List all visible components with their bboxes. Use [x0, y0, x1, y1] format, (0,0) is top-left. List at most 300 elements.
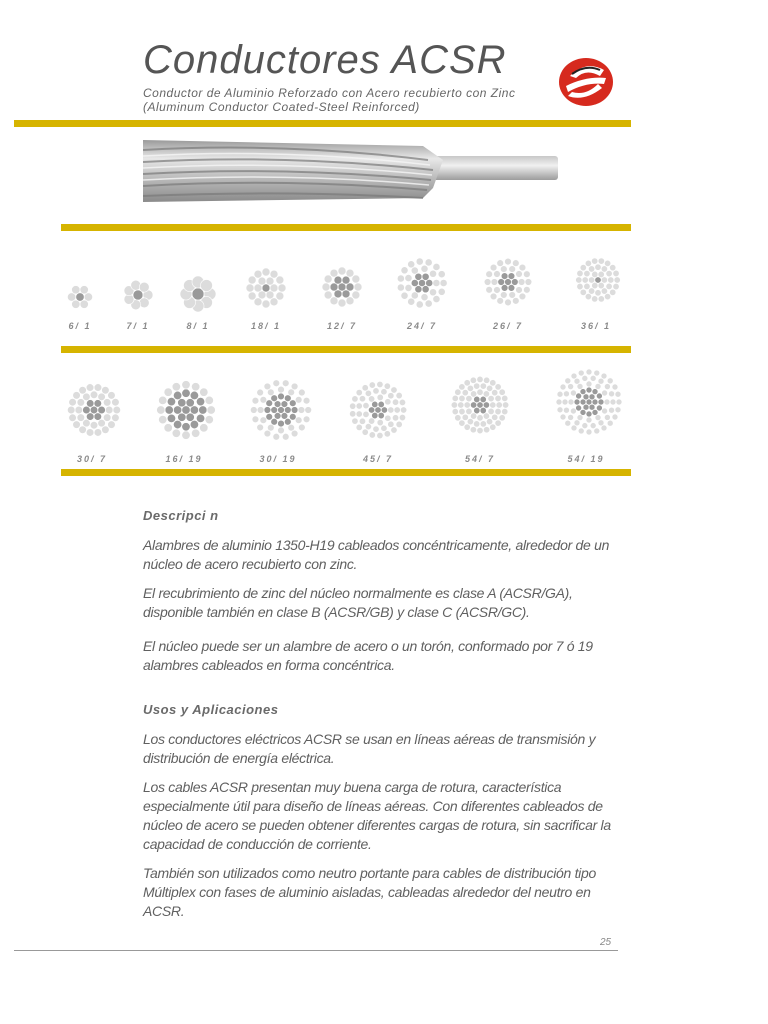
strand-wire — [582, 375, 588, 381]
strand-wire — [69, 398, 77, 406]
strand-wire — [464, 380, 470, 386]
strand-wire — [399, 399, 405, 405]
uses-heading: Usos y Aplicaciones — [143, 702, 279, 717]
strand-wire — [260, 396, 267, 403]
strand-wire — [585, 260, 591, 266]
strand-wire — [590, 423, 596, 429]
stranding-label: 30/ 7 — [76, 454, 108, 464]
strand-wire — [568, 414, 574, 420]
strand-wire — [359, 418, 365, 424]
strand-wire — [346, 269, 354, 277]
strand-wire — [159, 415, 167, 423]
strand-wire — [113, 406, 121, 414]
strand-wire — [103, 414, 111, 422]
strand-wire — [182, 381, 190, 389]
strand-wire — [349, 403, 355, 409]
strand-wire — [190, 406, 198, 414]
strand-wire — [512, 297, 519, 304]
strand-wire — [86, 384, 94, 392]
strand-wire — [76, 293, 84, 301]
strand-wire — [196, 414, 204, 422]
strand-wire — [586, 417, 592, 423]
strand-wire — [601, 373, 607, 379]
strand-wire — [77, 399, 85, 407]
strand-wire — [186, 399, 194, 407]
strand-wire — [252, 416, 259, 423]
description-paragraph-1: Alambres de aluminio 1350-H19 cableados concéntricamente, alrededor de un núcleo de acero recubierto con zinc. — [143, 537, 610, 572]
stranding-label: 16/ 19 — [165, 454, 203, 464]
strand-wire — [433, 263, 440, 270]
strand-wire — [494, 287, 501, 294]
strand-wire — [276, 292, 284, 300]
strand-wire — [248, 292, 256, 300]
strand-wire — [278, 386, 285, 393]
uses-paragraph-3: También son utilizados como neutro portante para cables de distribución tipo Múltiplex con fases de aluminio aisladas, cableadas alrededor del neutro en ACSR. — [143, 865, 596, 919]
strand-wire — [278, 284, 286, 292]
strand-wire — [490, 264, 497, 271]
strand-wire — [614, 277, 620, 283]
subtitle — [143, 86, 515, 114]
strand-wire — [613, 283, 619, 289]
strand-wire — [563, 391, 569, 397]
strand-wire — [470, 427, 476, 433]
footer-rule — [14, 950, 618, 951]
strand-wire — [270, 298, 278, 306]
strand-wire — [199, 406, 207, 414]
subtitle-spanish: Conductor de Aluminio Reforzado con Acero recubierto con Zinc — [143, 86, 516, 100]
strand-wire — [200, 280, 212, 292]
strand-wire — [429, 270, 436, 277]
strand-wire — [568, 399, 574, 405]
strand-wire — [173, 391, 181, 399]
strand-wire — [523, 271, 530, 278]
stranding-label: 30/ 19 — [259, 454, 297, 464]
strand-wire — [338, 267, 346, 275]
strand-wire — [303, 397, 310, 404]
strand-wire — [182, 431, 190, 439]
strand-wire — [278, 420, 285, 427]
strand-wire — [94, 384, 102, 392]
strand-wire — [563, 407, 569, 413]
page-number: 25 — [600, 937, 612, 948]
company-logo-icon — [556, 56, 616, 108]
strand-wire — [613, 270, 619, 276]
strand-wire — [270, 270, 278, 278]
stranding-label: 12/ 7 — [326, 321, 358, 331]
stranding-label: 8/ 1 — [186, 321, 210, 331]
stranding-diagram — [67, 286, 92, 309]
strand-wire — [584, 283, 590, 289]
strand-wire — [388, 393, 394, 399]
strand-wire — [582, 423, 588, 429]
stranding-label: 54/ 19 — [567, 454, 605, 464]
strand-wire — [523, 286, 530, 293]
strand-wire — [598, 296, 604, 302]
strand-wire — [381, 425, 387, 431]
strand-wire — [324, 291, 332, 299]
strand-wire — [385, 415, 391, 421]
strand-wire — [565, 378, 571, 384]
strand-wire — [369, 382, 375, 388]
strand-wire — [421, 294, 428, 301]
strand-wire — [459, 395, 465, 401]
strand-wire — [416, 258, 423, 265]
strand-wire — [338, 299, 346, 307]
strand-wire — [298, 389, 305, 396]
strand-wire — [167, 414, 175, 422]
strand-wire — [438, 271, 445, 278]
strand-wire — [433, 295, 440, 302]
cable-illustration — [143, 138, 563, 208]
strand-wire — [604, 399, 610, 405]
strand-wire — [373, 388, 379, 394]
strand-wire — [586, 411, 592, 417]
stranding-diagram — [157, 381, 216, 440]
strand-wire — [79, 426, 87, 434]
strand-wire — [606, 270, 612, 276]
strand-wire — [496, 402, 502, 408]
strand-wire — [112, 414, 120, 422]
strand-wire — [560, 384, 566, 390]
strand-wire — [363, 402, 369, 408]
strand-wire — [291, 430, 298, 437]
strand-wire — [278, 427, 285, 434]
strand-wire — [608, 277, 614, 283]
strand-wire — [257, 407, 264, 414]
strand-wire — [207, 406, 215, 414]
strand-wire — [490, 402, 496, 408]
strand-wire — [565, 420, 571, 426]
strand-wire — [602, 390, 608, 396]
stranding-diagram — [180, 276, 216, 312]
strand-wire — [577, 270, 583, 276]
description-heading: Descripci n — [143, 508, 219, 523]
strand-wire — [139, 282, 149, 292]
stranding-diagram — [349, 381, 406, 438]
strand-wire — [400, 407, 406, 413]
subtitle-english: (Aluminum Conductor Coated-Steel Reinforced) — [143, 100, 420, 114]
strand-wire — [282, 433, 289, 440]
strand-wire — [392, 399, 398, 405]
strand-wire — [190, 391, 198, 399]
divider-rule-2 — [61, 346, 631, 353]
stranding-label: 24/ 7 — [406, 321, 438, 331]
strand-wire — [190, 420, 198, 428]
strand-wire — [616, 399, 622, 405]
strand-wire — [601, 425, 607, 431]
header-rule — [14, 120, 631, 127]
uses-paragraph-1: Los conductores eléctricos ACSR se usan en líneas aéreas de transmisión y distribución de energía eléctrica. — [143, 731, 596, 766]
strand-wire — [378, 412, 384, 418]
strand-wire — [84, 293, 92, 301]
strand-wire — [79, 386, 87, 394]
strand-wire — [610, 289, 616, 295]
strand-wire — [246, 284, 254, 292]
strand-wire — [264, 383, 271, 390]
strand-wire — [490, 380, 496, 386]
strand-wire — [298, 407, 305, 414]
strand-wire — [359, 396, 365, 402]
strand-wire — [586, 387, 592, 393]
divider-rule-1 — [61, 224, 631, 231]
strand-wire — [519, 264, 526, 271]
strand-wire — [578, 428, 584, 434]
strand-wire — [580, 289, 586, 295]
strand-wire — [182, 423, 190, 431]
strand-wire — [594, 428, 600, 434]
strand-wire — [94, 429, 102, 437]
stranding-diagram — [67, 384, 120, 437]
strand-wire — [352, 418, 358, 424]
stranding-diagrams-row-2 — [0, 356, 768, 456]
strand-wire — [72, 300, 80, 308]
strand-wire — [612, 414, 618, 420]
strand-wire — [586, 381, 592, 387]
strand-wire — [497, 297, 504, 304]
strand-wire — [172, 383, 180, 391]
strand-wire — [108, 392, 116, 400]
strand-wire — [377, 381, 383, 387]
uses-paragraph-2: Los cables ACSR presentan muy buena carga de rotura, característica especialmente útil para diseño de líneas aéreas. Con diferentes cableados de núcleo de acero se pueden obtener diferentes cargas de rotura, sin sacrificar la capacidad de conducción de corriente. — [143, 779, 611, 852]
strand-wire — [495, 395, 501, 401]
strand-wire — [477, 376, 483, 382]
strand-wire — [159, 396, 167, 404]
strand-wire — [178, 413, 186, 421]
strand-wire — [352, 291, 360, 299]
strand-wire — [303, 416, 310, 423]
strand-wire — [598, 258, 604, 264]
strand-wire — [356, 424, 362, 430]
strand-wire — [273, 433, 280, 440]
stranding-diagram — [246, 268, 286, 308]
strand-wire — [491, 279, 498, 286]
strand-wire — [438, 288, 445, 295]
strand-wire — [167, 397, 175, 405]
stranding-label: 18/ 1 — [250, 321, 282, 331]
strand-wire — [425, 259, 432, 266]
strand-wire — [577, 283, 583, 289]
stranding-diagram — [451, 376, 509, 434]
strand-wire — [67, 293, 75, 301]
strand-wire — [408, 261, 415, 268]
strand-wire — [298, 424, 305, 431]
strand-wire — [466, 408, 472, 414]
strand-wire — [595, 290, 601, 296]
strand-wire — [392, 415, 398, 421]
strand-wire — [509, 292, 516, 299]
strand-wire — [73, 392, 81, 400]
strand-wire — [260, 417, 267, 424]
strand-wire — [574, 399, 580, 405]
strand-wire — [205, 415, 213, 423]
strand-wire — [391, 427, 397, 433]
strand-wire — [568, 384, 574, 390]
strand-wire — [80, 286, 88, 294]
strand-wire — [458, 402, 464, 408]
strand-wire — [502, 408, 508, 414]
strand-wire — [191, 383, 199, 391]
strand-wire — [505, 258, 512, 265]
strand-wire — [257, 424, 264, 431]
strand-wire — [164, 388, 172, 396]
strand-wire — [105, 406, 113, 414]
strand-wire — [77, 414, 85, 422]
strand-wire — [609, 391, 615, 397]
strand-wire — [102, 386, 110, 394]
strand-wire — [516, 287, 523, 294]
description-paragraph-2: El recubrimiento de zinc del núcleo normalmente es clase A (ACSR/GA), disponible también en clase B (ACSR/GB) y clase C (ACSR/GC). — [143, 585, 573, 620]
stranding-label: 7/ 1 — [126, 321, 150, 331]
strand-wire — [324, 275, 332, 283]
strand-wire — [305, 407, 312, 414]
strand-wire — [90, 391, 98, 399]
strand-wire — [591, 258, 597, 264]
strand-wire — [459, 408, 465, 414]
strand-wire — [173, 406, 181, 414]
strand-wire — [604, 260, 610, 266]
strand-wire — [612, 384, 618, 390]
strand-wire — [399, 414, 405, 420]
strand-wire — [604, 293, 610, 299]
strand-wire — [295, 417, 302, 424]
strand-wire — [594, 370, 600, 376]
strand-wire — [257, 389, 264, 396]
strand-wire — [473, 421, 479, 427]
description-paragraph-3: El núcleo puede ser un alambre de acero o un torón, conformado por 7 ó 19 alambres cableados en forma concéntrica. — [143, 638, 593, 673]
strand-wire — [480, 421, 486, 427]
strand-wire — [388, 407, 394, 413]
strand-wire — [488, 395, 494, 401]
stranding-diagram — [397, 258, 447, 308]
strand-wire — [346, 297, 354, 305]
page-title: Conductores ACSR — [143, 38, 507, 82]
strand-wire — [609, 407, 615, 413]
strand-wire — [405, 274, 412, 281]
strand-wire — [330, 269, 338, 277]
strand-wire — [604, 414, 610, 420]
strand-wire — [362, 429, 368, 435]
strand-wire — [455, 415, 461, 421]
strand-wire — [396, 421, 402, 427]
strand-wire — [495, 420, 501, 426]
strand-wire — [254, 270, 262, 278]
strand-wire — [492, 414, 498, 420]
strand-wire — [500, 292, 507, 299]
strand-wire — [405, 284, 412, 291]
strand-wire — [72, 286, 80, 294]
strand-wire — [585, 293, 591, 299]
strand-wire — [508, 273, 515, 280]
strand-wire — [451, 402, 457, 408]
strand-wire — [103, 399, 111, 407]
divider-rule-3 — [61, 469, 631, 476]
strand-wire — [248, 276, 256, 284]
strand-wire — [452, 395, 458, 401]
strand-wire — [576, 277, 582, 283]
strand-wire — [80, 300, 88, 308]
strand-wire — [73, 421, 81, 429]
strand-wire — [615, 391, 621, 397]
strand-wire — [273, 380, 280, 387]
strand-wire — [278, 393, 285, 400]
strand-wire — [378, 401, 384, 407]
stranding-diagram — [124, 280, 153, 309]
strand-wire — [322, 283, 330, 291]
strand-wire — [486, 286, 493, 293]
strand-wire — [604, 384, 610, 390]
strand-wire — [397, 275, 404, 282]
strand-wire — [570, 390, 576, 396]
strand-wire — [557, 407, 563, 413]
strand-wire — [464, 402, 470, 408]
strand-wire — [178, 399, 186, 407]
strand-wire — [499, 415, 505, 421]
strand-wire — [384, 383, 390, 389]
strand-wire — [394, 407, 400, 413]
strand-wire — [477, 427, 483, 433]
strand-wire — [102, 426, 110, 434]
strand-wire — [595, 264, 601, 270]
strand-wire — [502, 402, 508, 408]
strand-wire — [495, 384, 501, 390]
strand-wire — [459, 384, 465, 390]
strand-wire — [492, 389, 498, 395]
strand-wire — [385, 399, 391, 405]
strand-wire — [586, 369, 592, 375]
stranding-label: 45/ 7 — [362, 454, 394, 464]
strand-wire — [590, 375, 596, 381]
strand-wire — [295, 396, 302, 403]
strand-wire — [373, 426, 379, 432]
strand-wire — [401, 267, 408, 274]
strand-wire — [352, 275, 360, 283]
strand-wire — [254, 298, 262, 306]
strand-wire — [512, 260, 519, 267]
strand-wire — [490, 424, 496, 430]
strand-wire — [396, 392, 402, 398]
strand-wire — [494, 271, 501, 278]
strand-wire — [67, 406, 75, 414]
strand-wire — [497, 260, 504, 267]
stranding-diagram — [576, 258, 621, 302]
strand-wire — [164, 424, 172, 432]
strand-wire — [570, 408, 576, 414]
strand-wire — [262, 268, 270, 276]
strand-wire — [200, 424, 208, 432]
strand-wire — [440, 279, 447, 286]
strand-wire — [610, 264, 616, 270]
strand-wire — [459, 420, 465, 426]
strand-wire — [186, 413, 194, 421]
stranding-label: 26/ 7 — [492, 321, 524, 331]
strand-wire — [250, 407, 257, 414]
strand-wire — [291, 383, 298, 390]
strand-wire — [429, 289, 436, 296]
strand-wire — [108, 421, 116, 429]
strand-wire — [388, 421, 394, 427]
strand-wire — [182, 389, 190, 397]
strand-wire — [607, 420, 613, 426]
strand-wire — [452, 408, 458, 414]
strand-wire — [562, 399, 568, 405]
strand-wire — [112, 398, 120, 406]
strand-wire — [384, 431, 390, 437]
strand-wire — [473, 383, 479, 389]
strand-wire — [518, 279, 525, 286]
strand-wire — [391, 387, 397, 393]
stranding-diagram — [250, 380, 311, 440]
strand-wire — [556, 399, 562, 405]
